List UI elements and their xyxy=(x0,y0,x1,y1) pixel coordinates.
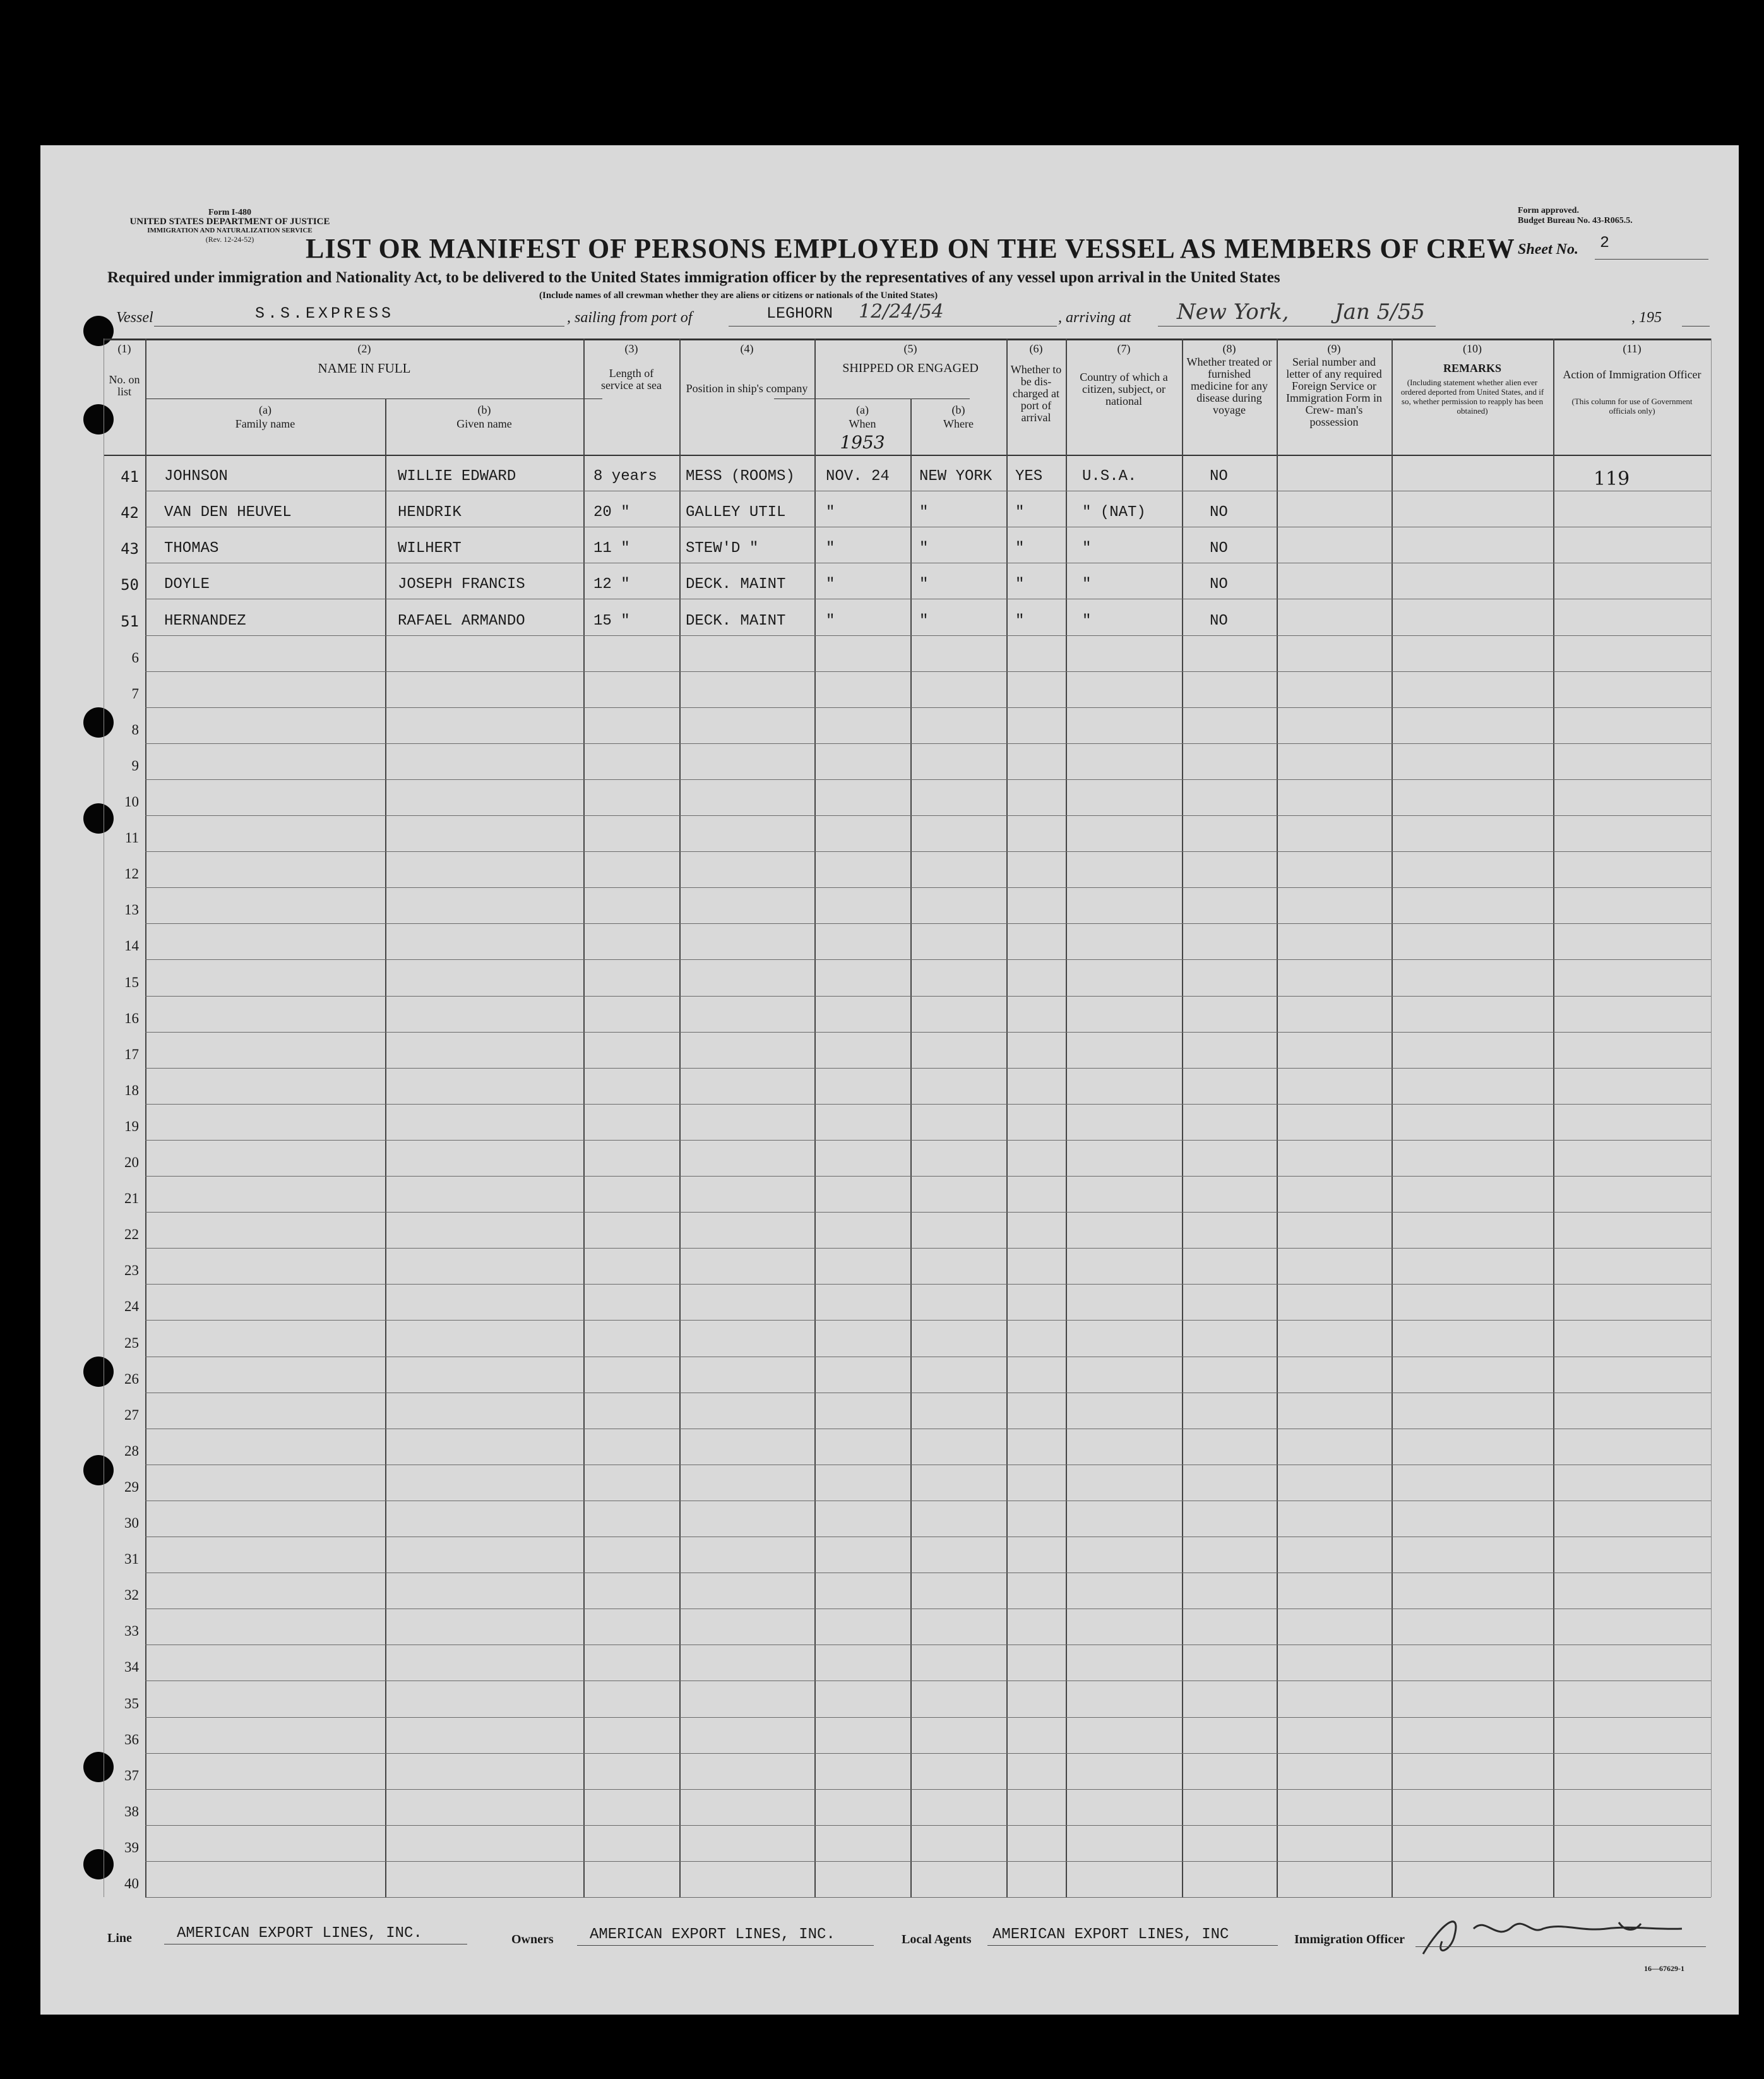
header-action: Action of Immigration Officer xyxy=(1563,368,1701,381)
when-year: 1953 xyxy=(840,432,885,453)
row-rule xyxy=(145,743,1711,744)
row-number: 12 xyxy=(124,866,139,882)
row-number: 30 xyxy=(124,1515,139,1531)
col-num-5: (5) xyxy=(903,342,917,355)
row-rule xyxy=(145,1789,1711,1790)
cell-given: WILLIE EDWARD xyxy=(398,468,516,485)
header-when: When xyxy=(849,417,876,430)
cell-country: " (NAT) xyxy=(1082,504,1146,521)
column-rule xyxy=(679,339,681,1897)
col-num-9: (9) xyxy=(1327,342,1341,355)
row-rule xyxy=(145,1753,1711,1754)
column-rule xyxy=(1553,339,1554,1897)
row-rule xyxy=(145,1320,1711,1321)
row-number: 8 xyxy=(131,722,139,738)
agents-label: Local Agents xyxy=(902,1932,972,1946)
row-number: 50 xyxy=(121,576,139,594)
service: IMMIGRATION AND NATURALIZATION SERVICE xyxy=(147,227,313,234)
col-num-2: (2) xyxy=(357,342,371,355)
row-number: 22 xyxy=(124,1226,139,1242)
vessel-label: Vessel xyxy=(116,309,153,326)
row-rule xyxy=(145,671,1711,672)
row-rule xyxy=(145,1212,1711,1213)
row-number: 38 xyxy=(124,1804,139,1819)
row-number: 39 xyxy=(124,1840,139,1855)
header-discharged: Whether to be dis- charged at port of arrival xyxy=(1010,363,1062,424)
row-number: 51 xyxy=(121,613,139,630)
cell-discharged: " xyxy=(1015,504,1025,521)
subtitle: Required under immigration and Nationality Act, to be delivered to the United States immigration officer by the representatives of any vessel upon arrival in the United States xyxy=(107,269,1280,286)
cell-where: NEW YORK xyxy=(919,468,992,485)
vessel-name: S.S.EXPRESS xyxy=(255,304,395,323)
row-number: 20 xyxy=(124,1154,139,1170)
row-number: 27 xyxy=(124,1407,139,1423)
row-number: 32 xyxy=(124,1587,139,1603)
row-rule xyxy=(145,1068,1711,1069)
officer-signature xyxy=(1417,1903,1707,1964)
cell-where: " xyxy=(919,540,929,557)
row-number: 36 xyxy=(124,1732,139,1747)
row-number: 28 xyxy=(124,1443,139,1459)
row-rule xyxy=(145,887,1711,888)
col-num-1: (1) xyxy=(117,342,131,355)
print-code: 16—67629-1 xyxy=(1644,1964,1684,1973)
row-number: 18 xyxy=(124,1082,139,1098)
cell-medicine: NO xyxy=(1210,468,1228,485)
col-num-3: (3) xyxy=(624,342,638,355)
row-rule xyxy=(145,1861,1711,1862)
row-rule xyxy=(145,1825,1711,1826)
cell-given: JOSEPH FRANCIS xyxy=(398,576,525,593)
row-number: 41 xyxy=(121,468,139,486)
col-num-4: (4) xyxy=(740,342,754,355)
row-rule xyxy=(145,1176,1711,1177)
cell-country: " xyxy=(1082,576,1092,593)
row-number: 43 xyxy=(121,540,139,558)
arrival-place: New York, xyxy=(1177,299,1289,325)
header-remarks: REMARKS xyxy=(1443,362,1501,374)
header-remarks-note: (Including statement whether alien ever ordered deported from United States, and if so, whether permission to reapply has been obtained) xyxy=(1400,378,1544,416)
row-number: 7 xyxy=(131,686,139,702)
cell-given: HENDRIK xyxy=(398,504,462,521)
cell-action: 119 xyxy=(1594,468,1630,490)
cell-length: 20 " xyxy=(593,504,630,521)
cell-length: 12 " xyxy=(593,576,630,593)
cell-family: THOMAS xyxy=(164,540,219,557)
row-rule xyxy=(145,815,1711,816)
row-rule xyxy=(145,1248,1711,1249)
row-rule xyxy=(145,923,1711,924)
row-number: 14 xyxy=(124,938,139,954)
column-rule xyxy=(814,339,816,1897)
line-label: Line xyxy=(107,1931,132,1945)
agents-value: AMERICAN EXPORT LINES, INC xyxy=(992,1926,1229,1943)
punch-hole xyxy=(83,316,114,346)
cell-discharged: " xyxy=(1015,540,1025,557)
cell-medicine: NO xyxy=(1210,576,1228,593)
row-rule xyxy=(145,1717,1711,1718)
cell-given: WILHERT xyxy=(398,540,462,557)
cell-family: DOYLE xyxy=(164,576,210,593)
punch-hole xyxy=(83,404,114,434)
column-rule xyxy=(1392,339,1393,1897)
cell-length: 8 years xyxy=(593,468,657,485)
row-rule xyxy=(145,635,1711,636)
row-rule xyxy=(145,707,1711,708)
column-rule xyxy=(1711,339,1712,1897)
cell-position: GALLEY UTIL xyxy=(686,504,786,521)
cell-where: " xyxy=(919,613,929,630)
header-where: Where xyxy=(943,417,974,430)
owners-label: Owners xyxy=(511,1932,554,1946)
cell-when: " xyxy=(826,613,835,630)
header-serial: Serial number and letter of any required Foreign Service or Immigration Form in Crew- man's possession xyxy=(1286,356,1382,428)
approval-block xyxy=(1518,206,1633,226)
row-number: 9 xyxy=(131,758,139,774)
cell-when: " xyxy=(826,540,835,557)
col-num-8: (8) xyxy=(1222,342,1236,355)
subnote: (Include names of all crewman whether they are aliens or citizens or nationals of the United States) xyxy=(539,291,938,301)
row-number: 33 xyxy=(124,1623,139,1639)
cell-when: " xyxy=(826,576,835,593)
cell-country: " xyxy=(1082,613,1092,630)
cell-country: U.S.A. xyxy=(1082,468,1137,485)
row-number: 25 xyxy=(124,1335,139,1351)
header-family-name: Family name xyxy=(235,417,295,430)
row-rule xyxy=(145,1104,1711,1105)
cell-length: 11 " xyxy=(593,540,630,557)
row-number: 29 xyxy=(124,1479,139,1495)
header-length: Length of service at sea xyxy=(601,367,662,392)
row-number: 35 xyxy=(124,1696,139,1711)
cell-medicine: NO xyxy=(1210,613,1228,630)
header-given-letter: (b) xyxy=(477,404,491,416)
sailing-date: 12/24/54 xyxy=(859,301,944,323)
cell-when: NOV. 24 xyxy=(826,468,890,485)
header-shipped: SHIPPED OR ENGAGED xyxy=(842,361,979,375)
cell-discharged: " xyxy=(1015,613,1025,630)
year-label: , 195 xyxy=(1631,309,1662,326)
col-num-11: (11) xyxy=(1623,342,1642,355)
row-rule xyxy=(145,1032,1711,1033)
cell-medicine: NO xyxy=(1210,540,1228,557)
row-rule xyxy=(145,996,1711,997)
header-no-on-list: No. on list xyxy=(109,373,140,398)
row-number: 21 xyxy=(124,1190,139,1206)
cell-position: DECK. MAINT xyxy=(686,576,786,593)
row-number: 16 xyxy=(124,1010,139,1026)
form-number: Form I-480 xyxy=(208,208,252,217)
arrival-date: Jan 5/55 xyxy=(1335,299,1425,325)
header-given-name: Given name xyxy=(456,417,512,430)
row-number: 15 xyxy=(124,974,139,990)
approval-line-1: Form approved. xyxy=(1518,206,1579,215)
row-number: 37 xyxy=(124,1768,139,1783)
cell-given: RAFAEL ARMANDO xyxy=(398,613,525,630)
row-rule xyxy=(145,851,1711,852)
column-rule xyxy=(910,398,912,1897)
column-rule xyxy=(145,339,146,1897)
header-position: Position in ship's company xyxy=(686,382,808,395)
cell-family: HERNANDEZ xyxy=(164,613,246,630)
column-rule xyxy=(583,339,585,1897)
sailing-label: , sailing from port of xyxy=(567,309,693,326)
header-country: Country of which a citizen, subject, or national xyxy=(1080,371,1168,407)
row-rule xyxy=(145,959,1711,960)
cell-medicine: NO xyxy=(1210,504,1228,521)
column-rule xyxy=(1006,339,1008,1897)
row-number: 19 xyxy=(124,1118,139,1134)
approval-line-2: Budget Bureau No. 43-R065.5. xyxy=(1518,216,1633,225)
header-action-note: (This column for use of Government officials only) xyxy=(1571,397,1693,416)
page-title: LIST OR MANIFEST OF PERSONS EMPLOYED ON THE VESSEL AS MEMBERS OF CREW xyxy=(306,233,1515,264)
row-rule xyxy=(145,1140,1711,1141)
line-value: AMERICAN EXPORT LINES, INC. xyxy=(177,1925,422,1942)
sheet-number: 2 xyxy=(1600,234,1610,252)
arriving-label: , arriving at xyxy=(1058,309,1131,326)
department: UNITED STATES DEPARTMENT OF JUSTICE xyxy=(129,217,330,227)
col-num-7: (7) xyxy=(1117,342,1131,355)
row-number: 40 xyxy=(124,1876,139,1891)
cell-length: 15 " xyxy=(593,613,630,630)
row-rule xyxy=(145,1284,1711,1285)
port-of-departure: LEGHORN xyxy=(766,304,833,323)
manifest-sheet xyxy=(40,145,1739,2015)
column-rule xyxy=(1277,339,1278,1897)
cell-family: JOHNSON xyxy=(164,468,228,485)
column-rule xyxy=(1066,339,1067,1897)
row-number: 26 xyxy=(124,1371,139,1387)
row-number: 34 xyxy=(124,1659,139,1675)
row-number: 23 xyxy=(124,1262,139,1278)
revision: (Rev. 12-24-52) xyxy=(205,235,254,244)
row-number: 13 xyxy=(124,902,139,918)
cell-where: " xyxy=(919,576,929,593)
row-rule xyxy=(145,1897,1711,1898)
cell-position: MESS (ROOMS) xyxy=(686,468,795,485)
cell-discharged: " xyxy=(1015,576,1025,593)
header-family-letter: (a) xyxy=(259,404,271,416)
header-when-letter: (a) xyxy=(856,404,869,416)
officer-label: Immigration Officer xyxy=(1294,1932,1405,1946)
cell-position: STEW'D " xyxy=(686,540,759,557)
row-number: 31 xyxy=(124,1551,139,1567)
header-where-letter: (b) xyxy=(951,404,965,416)
col-num-6: (6) xyxy=(1029,342,1043,355)
cell-when: " xyxy=(826,504,835,521)
cell-family: VAN DEN HEUVEL xyxy=(164,504,292,521)
row-rule xyxy=(145,779,1711,780)
sheet-label: Sheet No. xyxy=(1518,241,1578,258)
cell-discharged: YES xyxy=(1015,468,1043,485)
row-number: 10 xyxy=(124,794,139,810)
row-number: 11 xyxy=(124,830,139,846)
header-name-in-full: NAME IN FULL xyxy=(318,361,411,376)
row-number: 6 xyxy=(131,650,139,666)
row-number: 17 xyxy=(124,1046,139,1062)
owners-value: AMERICAN EXPORT LINES, INC. xyxy=(590,1926,835,1943)
cell-position: DECK. MAINT xyxy=(686,613,786,630)
cell-country: " xyxy=(1082,540,1092,557)
column-rule xyxy=(1182,339,1183,1897)
column-rule xyxy=(385,398,386,1897)
row-number: 24 xyxy=(124,1298,139,1314)
cell-where: " xyxy=(919,504,929,521)
header-medicine: Whether treated or furnished medicine for any disease during voyage xyxy=(1186,356,1272,416)
col-num-10: (10) xyxy=(1463,342,1482,355)
row-number: 42 xyxy=(121,504,139,522)
